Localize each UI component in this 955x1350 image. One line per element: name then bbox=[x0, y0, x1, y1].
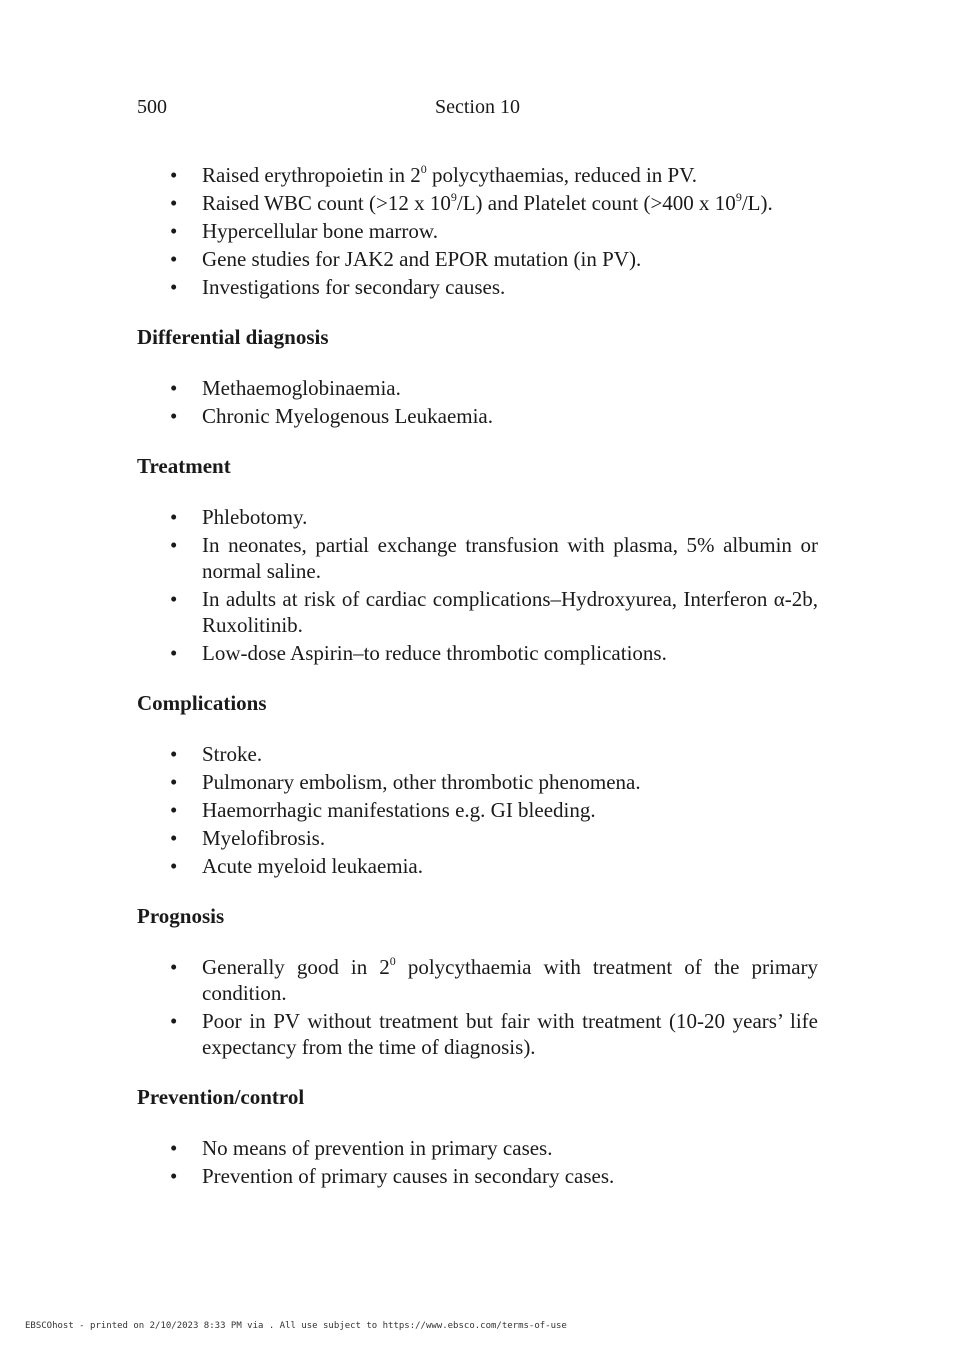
list-item: • Raised erythropoietin in $2^0$ polycythaemias, reduced in PV. bbox=[137, 162, 818, 188]
list-item: • In adults at risk of cardiac complications–Hydroxyurea, Interferon α-2b, Ruxolitinib. bbox=[137, 586, 818, 638]
prevention-list bbox=[137, 1135, 818, 1189]
list-item: • In neonates, partial exchange transfusion with plasma, 5% albumin or normal saline. bbox=[137, 532, 818, 584]
list-item: • Investigations for secondary causes. bbox=[137, 274, 818, 300]
list-item: • Hypercellular bone marrow. bbox=[137, 218, 818, 244]
list-item: • Pulmonary embolism, other thrombotic phenomena. bbox=[137, 769, 818, 795]
running-head: Section 10 bbox=[435, 96, 520, 118]
page-number: 500 bbox=[137, 96, 167, 118]
page-body bbox=[137, 162, 818, 1191]
list-item: • Stroke. bbox=[137, 741, 818, 767]
differential-list bbox=[137, 375, 818, 429]
page-header bbox=[137, 96, 818, 122]
list-item: • Raised WBC count (>12 x $10^9/L$) and Platelet count (>400 x $10^9/L$). bbox=[137, 190, 818, 216]
heading-prognosis: Prognosis bbox=[137, 904, 225, 928]
print-footer: EBSCOhost - printed on 2/10/2023 8:33 PM via . All use subject to https://www.ebsco.com/terms-of-use bbox=[25, 1321, 567, 1331]
investigations-list bbox=[137, 162, 818, 300]
list-item: • Low-dose Aspirin–to reduce thrombotic complications. bbox=[137, 640, 818, 666]
heading-treatment: Treatment bbox=[137, 454, 231, 478]
heading-differential-diagnosis: Differential diagnosis bbox=[137, 325, 329, 349]
list-item: • Prevention of primary causes in secondary cases. bbox=[137, 1163, 818, 1189]
list-item: • Acute myeloid leukaemia. bbox=[137, 853, 818, 879]
heading-complications: Complications bbox=[137, 691, 267, 715]
heading-prevention-control: Prevention/control bbox=[137, 1085, 305, 1109]
list-item: • Gene studies for JAK2 and EPOR mutation (in PV). bbox=[137, 246, 818, 272]
list-item: • Methaemoglobinaemia. bbox=[137, 375, 818, 401]
list-item: • Haemorrhagic manifestations e.g. GI bleeding. bbox=[137, 797, 818, 823]
list-item: • Phlebotomy. bbox=[137, 504, 818, 530]
list-item: • Myelofibrosis. bbox=[137, 825, 818, 851]
list-item: • Poor in PV without treatment but fair with treatment (10-20 years’ life expectancy from the time of diagnosis). bbox=[137, 1008, 818, 1060]
treatment-list bbox=[137, 504, 818, 666]
prognosis-list bbox=[137, 954, 818, 1060]
list-item: • No means of prevention in primary cases. bbox=[137, 1135, 818, 1161]
list-item: • Generally good in $2^0$ polycythaemia with treatment of the primary condition. bbox=[137, 954, 818, 1006]
list-item: • Chronic Myelogenous Leukaemia. bbox=[137, 403, 818, 429]
complications-list bbox=[137, 741, 818, 879]
